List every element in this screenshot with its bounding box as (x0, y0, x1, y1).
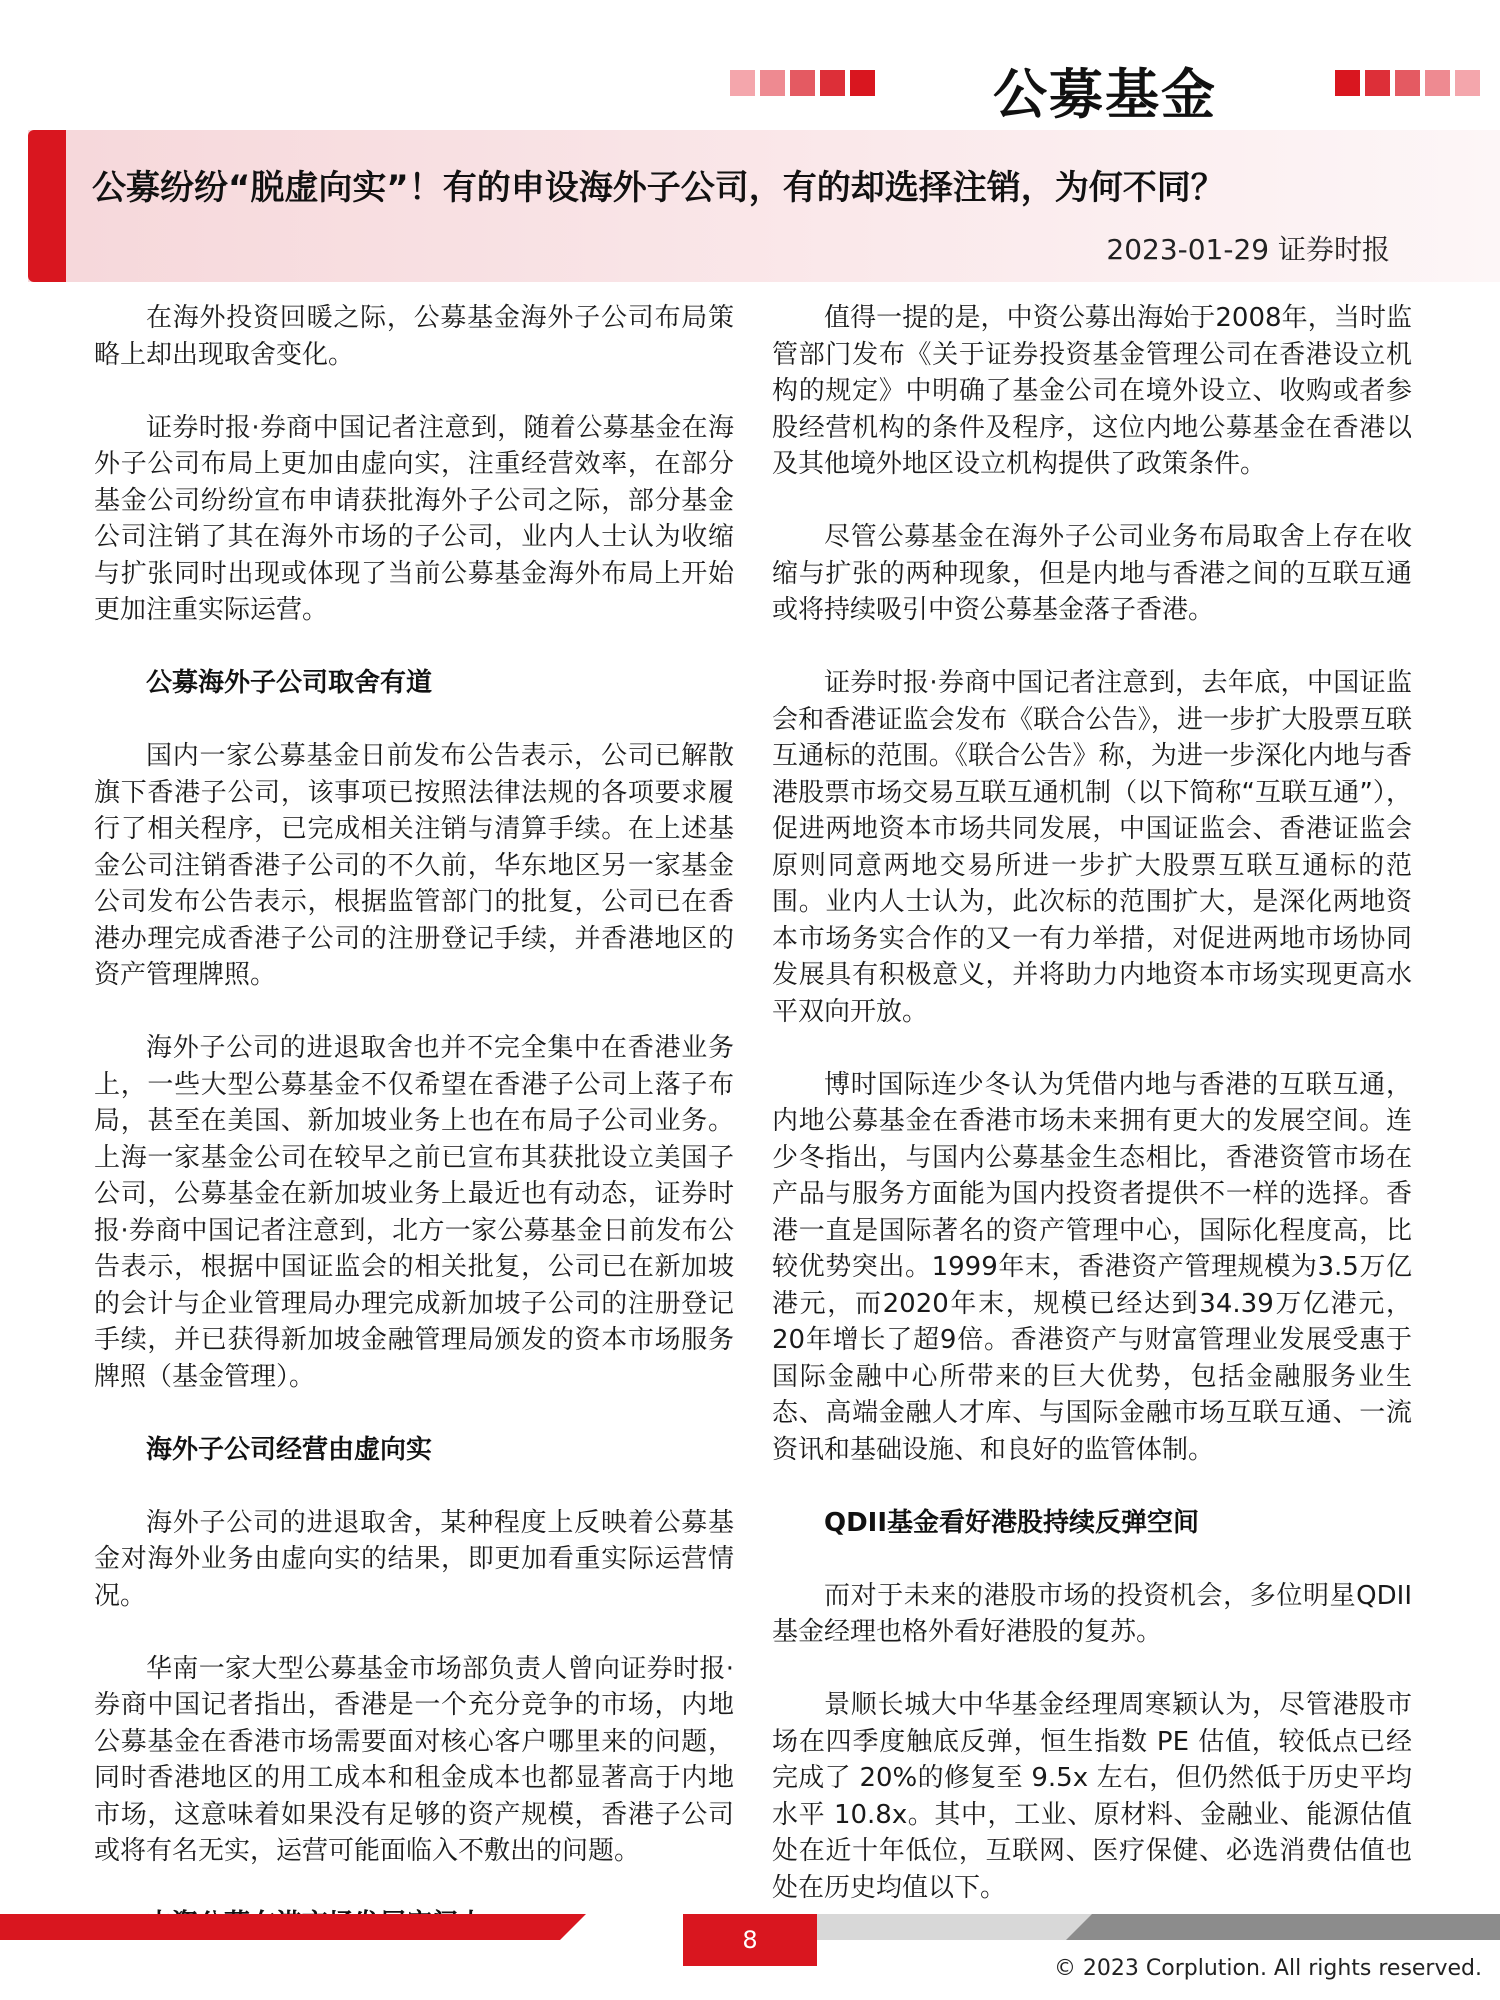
article-paragraph: 华南一家大型公募基金市场部负责人曾向证券时报·券商中国记者指出，香港是一个充分竞争的市场，内地公募基金在香港市场需要面对核心客户哪里来的问题，同时香港地区的用工成本和租金成本也都显著高于内地市场，这意味着如果没有足够的资产规模，香港子公司或将有名无实，运营可能面临入不敷出的问题。 (94, 1653, 734, 1866)
article-paragraph: 尽管公募基金在海外子公司业务布局取舍上存在收缩与扩张的两种现象，但是内地与香港之间的互联互通或将持续吸引中资公募基金落子香港。 (772, 522, 1412, 625)
page-number: 8 (683, 1914, 817, 1966)
article-paragraph: 值得一提的是，中资公募出海始于2008年，当时监管部门发布《关于证券投资基金管理公司在香港设立机构的规定》中明确了基金公司在境外设立、收购或者参股经营机构的条件及程序，这位内地公募基金在香港以及其他境外地区设立机构提供了政策条件。 (772, 303, 1412, 479)
footer-gray-bar-start (1066, 1914, 1092, 1940)
section-subheading: QDII基金看好港股持续反弹空间 (824, 1507, 1200, 1538)
article-paragraph: 国内一家公募基金日前发布公告表示，公司已解散旗下香港子公司，该事项已按照法律法规的各项要求履行了相关程序，已完成相关注销与清算手续。在上述基金公司注销香港子公司的不久前，华东地区另一家基金公司发布公告表示，根据监管部门的批复，公司已在香港办理完成香港子公司的注册登记手续，并香港地区的资产管理牌照。 (94, 741, 734, 990)
section-title: 公募基金 (993, 63, 1217, 126)
headline-accent-bar (28, 130, 66, 282)
footer-red-bar-end (560, 1914, 586, 1940)
article-paragraph: 海外子公司的进退取舍也并不完全集中在香港业务上，一些大型公募基金不仅希望在香港子公司上落子布局，甚至在美国、新加坡业务上也在布局子公司业务。上海一家基金公司在较早之前已宣布其获批设立美国子公司，公募基金在新加坡业务上最近也有动态，证券时报·券商中国记者注意到，北方一家公募基金日前发布公告表示，根据中国证监会的相关批复，公司已在新加坡的会计与企业管理局办理完成新加坡子公司的注册登记手续，并已获得新加坡金融管理局颁发的资本市场服务牌照（基金管理）。 (94, 1033, 734, 1392)
copyright-notice: © 2023 Corplution. All rights reserved. (1053, 1956, 1482, 1981)
article-paragraph: 海外子公司的进退取舍，某种程度上反映着公募基金对海外业务由虚向实的结果，即更加看重实际运营情况。 (94, 1507, 734, 1611)
header-decor-squares-right (1335, 70, 1480, 96)
section-subheading: 海外子公司经营由虚向实 (146, 1434, 433, 1465)
article-paragraph: 景顺长城大中华基金经理周寒颖认为，尽管港股市场在四季度触底反弹，恒生指数 PE 估值，较低点已经完成了 20%的修复至 9.5x 左右，但仍然低于历史平均水平 10.8x。其中，工业、原材料、金融业、能源估值处在近十年低位，互联网、医疗保健、必选消费估值也处在历史均值以下。 (772, 1690, 1412, 1903)
header-decor-squares-left (730, 70, 875, 96)
footer-gray-bar (1092, 1914, 1500, 1940)
article-paragraph: 在海外投资回暖之际，公募基金海外子公司布局策略上却出现取舍变化。 (94, 303, 734, 370)
article-column-right (772, 300, 1412, 1943)
article-headline: 公募纷纷“脱虚向实”！有的申设海外子公司，有的却选择注销，为何不同？ (92, 168, 1225, 208)
footer-light-gray-bar (817, 1914, 1092, 1940)
article-paragraph: 博时国际连少冬认为凭借内地与香港的互联互通，内地公募基金在香港市场未来拥有更大的发展空间。连少冬指出，与国内公募基金生态相比，香港资管市场在产品与服务方面能为国内投资者提供不一样的选择。香港一直是国际著名的资产管理中心，国际化程度高，比较优势突出。1999年末，香港资产管理规模为3.5万亿港元，而2020年末，规模已经达到34.39万亿港元，20年增长了超9倍。香港资产与财富管理业发展受惠于国际金融中心所带来的巨大优势，包括金融服务业生态、高端金融人才库、与国际金融市场互联互通、一流资讯和基础设施、和良好的监管体制。 (772, 1069, 1412, 1465)
article-dateline: 2023-01-29 证券时报 (1106, 233, 1390, 266)
article-paragraph: 证券时报·券商中国记者注意到，去年底，中国证监会和香港证监会发布《联合公告》，进一步扩大股票互联互通标的范围。《联合公告》称，为进一步深化内地与香港股票市场交易互联互通机制（以下简称“互联互通”），促进两地资本市场共同发展，中国证监会、香港证监会原则同意两地交易所进一步扩大股票互联互通标的范围。业内人士认为，此次标的范围扩大，是深化两地资本市场务实合作的又一有力举措，对促进两地市场协同发展具有积极意义，并将助力内地资本市场实现更高水平双向开放。 (772, 668, 1412, 1027)
section-subheading: 公募海外子公司取舍有道 (146, 668, 433, 698)
article-column-left (94, 300, 734, 1979)
footer-red-bar (0, 1914, 560, 1940)
article-paragraph: 而对于未来的港股市场的投资机会，多位明星QDII基金经理也格外看好港股的复苏。 (772, 1580, 1412, 1647)
article-paragraph: 证券时报·券商中国记者注意到，随着公募基金在海外子公司布局上更加由虚向实，注重经营效率，在部分基金公司纷纷宣布申请获批海外子公司之际，部分基金公司注销了其在海外市场的子公司，业内人士认为收缩与扩张同时出现或体现了当前公募基金海外布局上开始更加注重实际运营。 (94, 412, 734, 625)
